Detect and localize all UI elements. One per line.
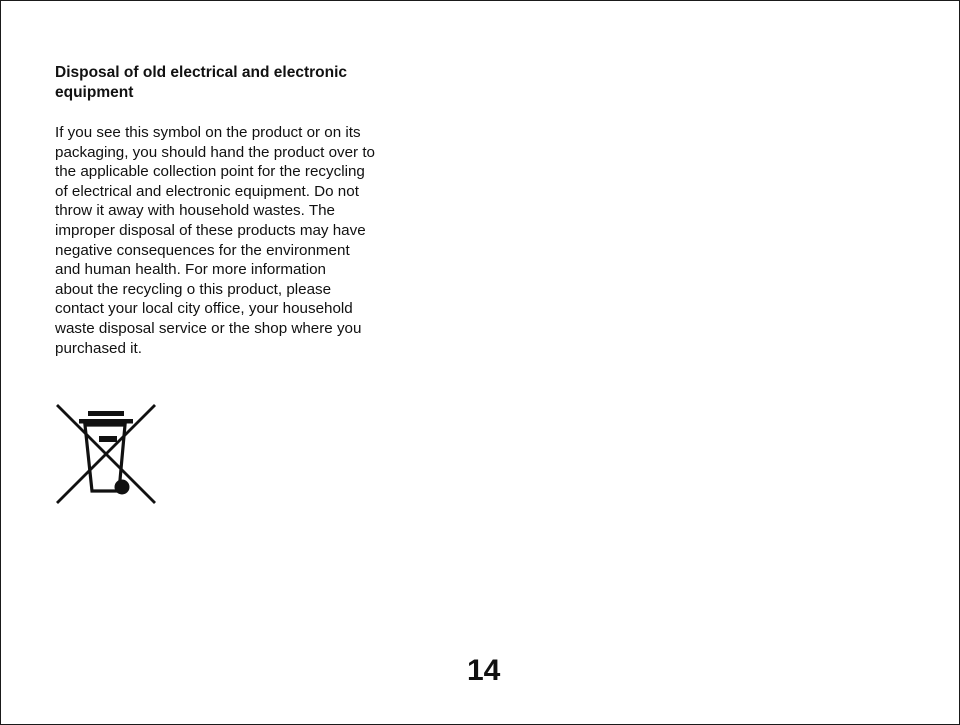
disposal-instructions bbox=[55, 123, 455, 358]
body-line: contact your local city office, your household bbox=[55, 300, 353, 318]
body-line: and human health. For more information bbox=[55, 261, 326, 279]
crossed-out-wheelie-bin-icon bbox=[55, 403, 157, 505]
body-line: of electrical and electronic equipment. Do not bbox=[55, 182, 359, 200]
page-number: 14 bbox=[467, 654, 501, 687]
page-title bbox=[55, 63, 455, 103]
body-line: about the recycling o this product, please bbox=[55, 280, 332, 298]
title-line: equipment bbox=[55, 84, 134, 101]
body-line: negative consequences for the environment bbox=[55, 241, 350, 259]
body-line: improper disposal of these products may have bbox=[55, 221, 366, 239]
body-line: purchased it. bbox=[55, 339, 142, 357]
body-line: the applicable collection point for the recycling bbox=[55, 163, 365, 181]
title-line: Disposal of old electrical and electronic bbox=[55, 64, 348, 81]
body-line: If you see this symbol on the product or on its bbox=[55, 124, 361, 141]
body-line: packaging, you should hand the product over to bbox=[55, 143, 376, 161]
body-line: throw it away with household wastes. The bbox=[55, 202, 335, 220]
body-line: waste disposal service or the shop where you bbox=[55, 319, 362, 337]
